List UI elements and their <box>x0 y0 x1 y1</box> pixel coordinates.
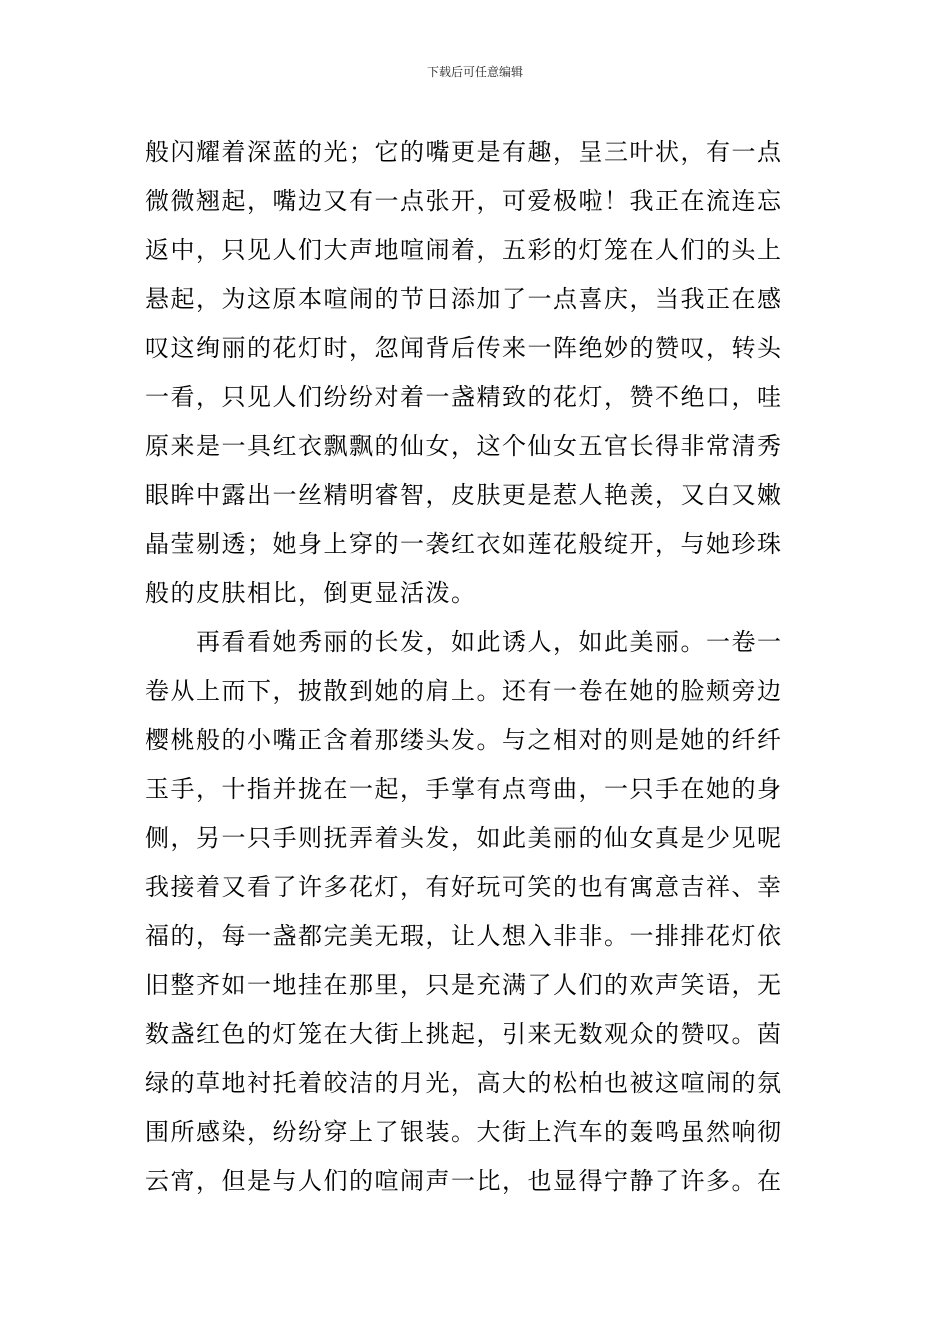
text-line: 悬起，为这原本喧闹的节日添加了一点喜庆，当我正在感 <box>145 285 783 313</box>
text-line: 数盏红色的灯笼在大街上挑起，引来无数观众的赞叹。茵 <box>145 1020 783 1048</box>
text-line: 再看看她秀丽的长发，如此诱人，如此美丽。一卷一 <box>145 628 783 656</box>
text-line: 卷从上而下，披散到她的肩上。还有一卷在她的脸颊旁边 <box>145 677 783 705</box>
text-line: 原来是一具红衣飘飘的仙女，这个仙女五官长得非常清秀 <box>145 432 783 460</box>
text-line: 绿的草地衬托着皎洁的月光，高大的松柏也被这喧闹的氛 <box>145 1069 783 1097</box>
text-line: 般闪耀着深蓝的光；它的嘴更是有趣，呈三叶状，有一点 <box>145 138 783 166</box>
text-line: 我接着又看了许多花灯，有好玩可笑的也有寓意吉祥、幸 <box>145 873 783 901</box>
page-header: 下载后可任意编辑 <box>426 65 523 79</box>
text-line: 旧整齐如一地挂在那里，只是充满了人们的欢声笑语，无 <box>145 971 783 999</box>
text-line: 围所感染，纷纷穿上了银装。大街上汽车的轰鸣虽然响彻 <box>145 1118 783 1146</box>
text-line: 眼眸中露出一丝精明睿智，皮肤更是惹人艳羡，又白又嫩 <box>145 481 783 509</box>
text-line: 晶莹剔透；她身上穿的一袭红衣如莲花般绽开，与她珍珠 <box>145 530 783 558</box>
text-line: 福的，每一盏都完美无瑕，让人想入非非。一排排花灯依 <box>145 922 783 950</box>
text-line: 返中，只见人们大声地喧闹着，五彩的灯笼在人们的头上 <box>145 236 783 264</box>
document-body <box>145 128 815 1206</box>
text-line: 玉手，十指并拢在一起，手掌有点弯曲，一只手在她的身 <box>145 775 783 803</box>
text-line: 一看，只见人们纷纷对着一盏精致的花灯，赞不绝口，哇 <box>145 383 783 411</box>
text-line: 侧，另一只手则抚弄着头发，如此美丽的仙女真是少见呢 <box>145 824 783 852</box>
text-line: 微微翘起，嘴边又有一点张开，可爱极啦！我正在流连忘 <box>145 187 783 215</box>
text-line: 叹这绚丽的花灯时，忽闻背后传来一阵绝妙的赞叹，转头 <box>145 334 783 362</box>
text-line: 樱桃般的小嘴正含着那缕头发。与之相对的则是她的纤纤 <box>145 726 783 754</box>
text-line: 云宵，但是与人们的喧闹声一比，也显得宁静了许多。在 <box>145 1167 783 1195</box>
text-line: 般的皮肤相比，倒更显活泼。 <box>145 579 477 607</box>
